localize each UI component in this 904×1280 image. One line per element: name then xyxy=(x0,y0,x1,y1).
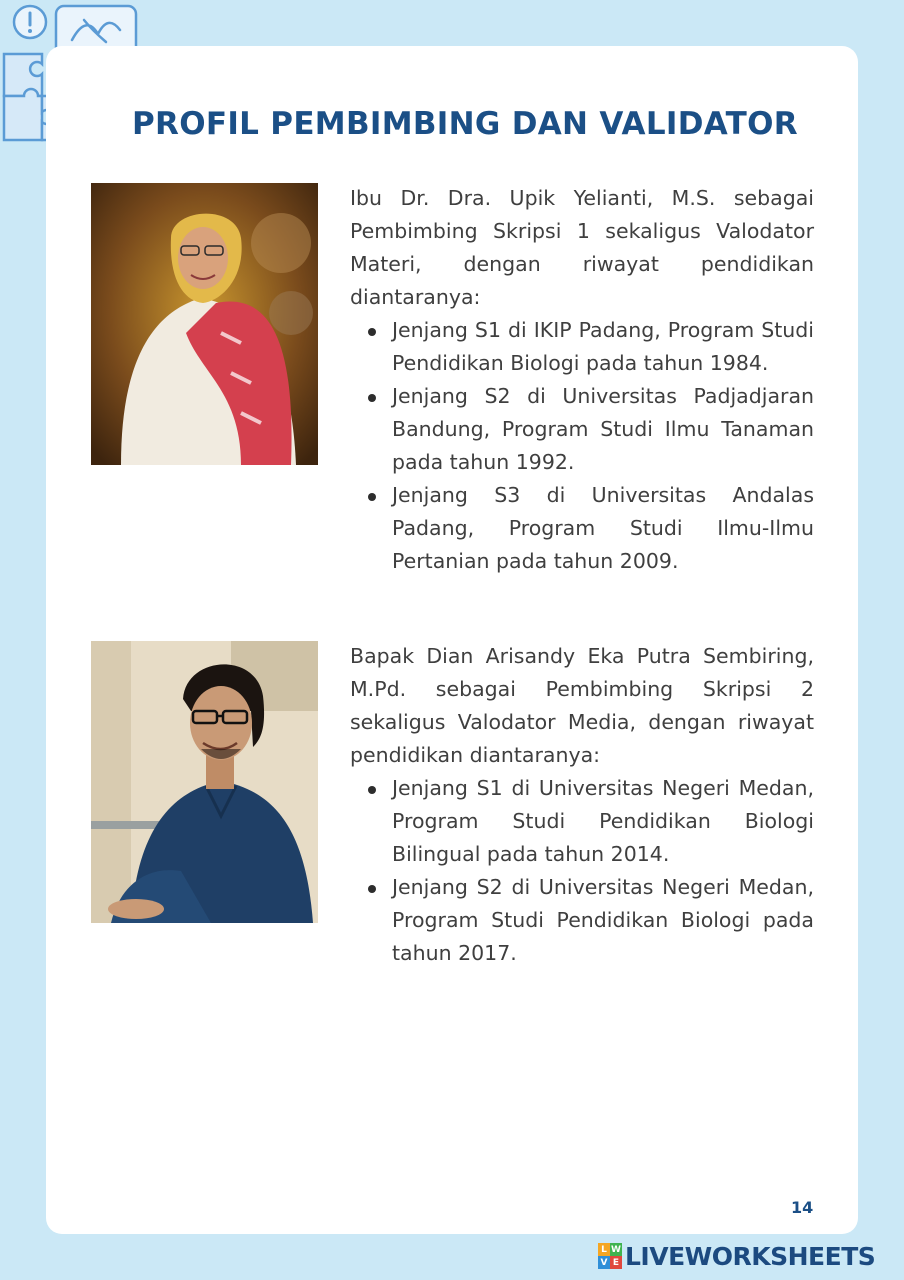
profile-bio-2 xyxy=(350,640,814,970)
profile-photo-1 xyxy=(91,183,318,465)
education-list-1 xyxy=(350,314,814,578)
profile-intro-1: Ibu Dr. Dra. Upik Yelianti, M.S. sebagai Pembimbing Skripsi 1 sekaligus Valodator Materi, dengan riwayat pendidikan diantaranya: xyxy=(350,186,814,309)
brand-text: LIVEWORKSHEETS xyxy=(625,1241,876,1271)
list-item: Jenjang S1 di Universitas Negeri Medan, Program Studi Pendidikan Biologi Bilingual pada tahun 2014. xyxy=(350,772,814,871)
list-item: Jenjang S3 di Universitas Andalas Padang, Program Studi Ilmu-Ilmu Pertanian pada tahun 2009. xyxy=(350,479,814,578)
page-number: 14 xyxy=(791,1198,814,1217)
list-item: Jenjang S2 di Universitas Padjadjaran Bandung, Program Studi Ilmu Tanaman pada tahun 1992. xyxy=(350,380,814,479)
profile-intro-2: Bapak Dian Arisandy Eka Putra Sembiring, M.Pd. sebagai Pembimbing Skripsi 2 sekaligus Valodator Media, dengan riwayat pendidikan diantaranya: xyxy=(350,644,814,767)
list-item: Jenjang S1 di IKIP Padang, Program Studi Pendidikan Biologi pada tahun 1984. xyxy=(350,314,814,380)
profile-bio-1 xyxy=(350,182,814,578)
liveworksheets-brand[interactable] xyxy=(598,1238,875,1274)
list-item: Jenjang S2 di Universitas Negeri Medan, Program Studi Pendidikan Biologi pada tahun 2017. xyxy=(350,871,814,970)
profile-photo-2 xyxy=(91,641,318,923)
exclamation-icon xyxy=(14,6,46,38)
liveworksheets-logo-icon: L W V E xyxy=(598,1243,622,1269)
education-list-2 xyxy=(350,772,814,970)
page-title: PROFIL PEMBIMBING DAN VALIDATOR xyxy=(132,106,798,142)
